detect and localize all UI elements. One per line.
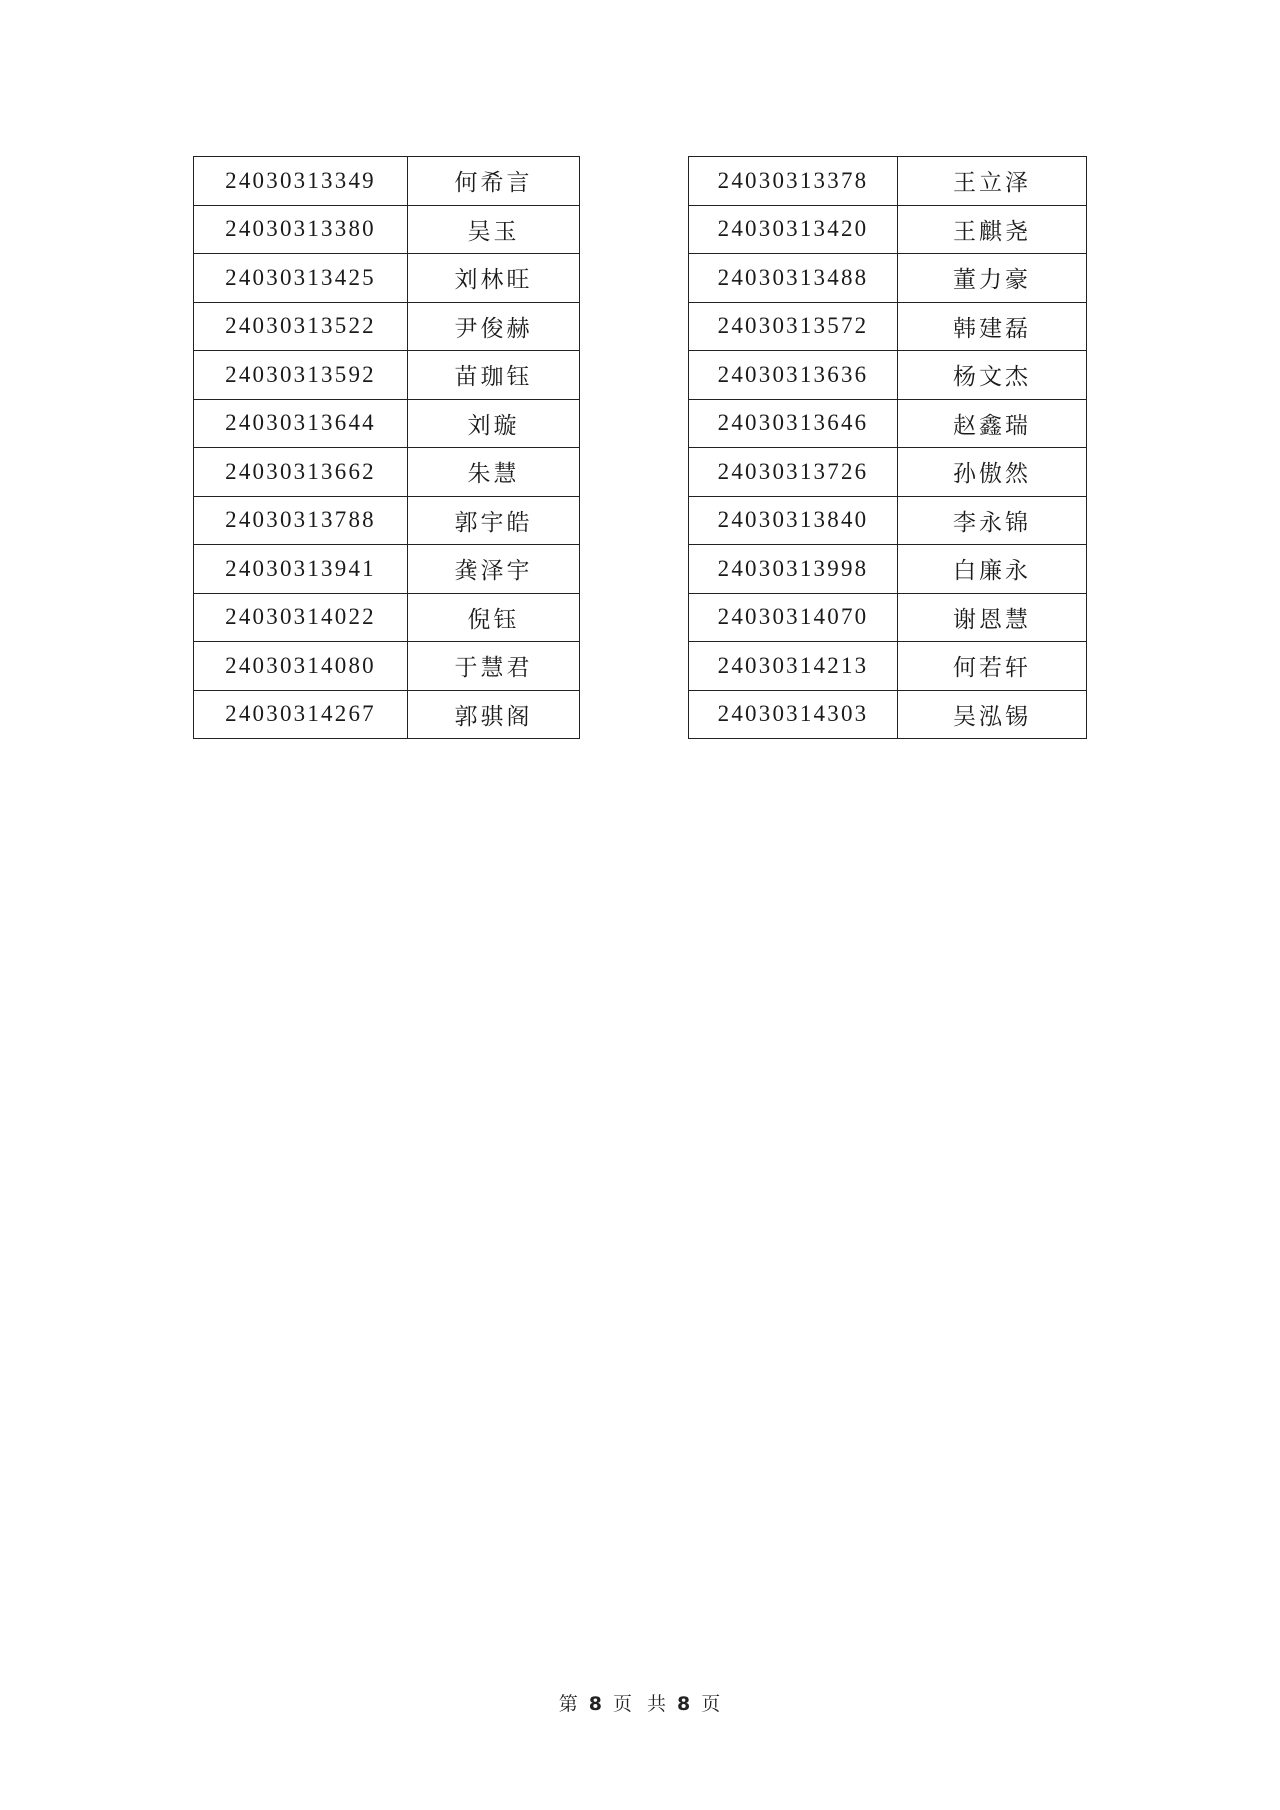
student-name-cell: 孙傲然 xyxy=(898,448,1087,497)
student-id-cell: 24030313788 xyxy=(194,496,408,545)
student-name-cell: 白廉永 xyxy=(898,545,1087,594)
table-row xyxy=(689,545,1087,594)
footer-suffix: 页 xyxy=(701,1693,722,1715)
student-name-cell: 尹俊赫 xyxy=(408,302,580,351)
student-name-cell: 郭骐阁 xyxy=(408,690,580,739)
footer-page-word: 页 xyxy=(612,1693,633,1715)
table-row xyxy=(194,593,580,642)
student-name-cell: 杨文杰 xyxy=(898,351,1087,400)
student-id-cell: 24030313488 xyxy=(689,254,898,303)
student-id-cell: 24030313662 xyxy=(194,448,408,497)
page-number-footer xyxy=(0,1689,1280,1716)
roster-table-left xyxy=(193,156,580,739)
table-row xyxy=(689,302,1087,351)
table-row xyxy=(194,642,580,691)
table-row xyxy=(194,205,580,254)
student-name-cell: 王麒尧 xyxy=(898,205,1087,254)
table-row xyxy=(689,254,1087,303)
table-row xyxy=(689,351,1087,400)
total-pages-number: 8 xyxy=(677,1693,692,1715)
roster-table-right xyxy=(688,156,1087,739)
student-id-cell: 24030313840 xyxy=(689,496,898,545)
current-page-number: 8 xyxy=(588,1693,603,1715)
student-name-cell: 王立泽 xyxy=(898,157,1087,206)
student-name-cell: 谢恩慧 xyxy=(898,593,1087,642)
student-name-cell: 吴玉 xyxy=(408,205,580,254)
table-row xyxy=(194,351,580,400)
student-name-cell: 龚泽宇 xyxy=(408,545,580,594)
student-id-cell: 24030314070 xyxy=(689,593,898,642)
student-id-cell: 24030313998 xyxy=(689,545,898,594)
student-id-cell: 24030314303 xyxy=(689,690,898,739)
student-name-cell: 苗珈钰 xyxy=(408,351,580,400)
student-id-cell: 24030313572 xyxy=(689,302,898,351)
student-name-cell: 李永锦 xyxy=(898,496,1087,545)
student-name-cell: 郭宇皓 xyxy=(408,496,580,545)
student-id-cell: 24030314213 xyxy=(689,642,898,691)
table-row xyxy=(689,690,1087,739)
table-row xyxy=(689,399,1087,448)
student-id-cell: 24030313636 xyxy=(689,351,898,400)
student-id-cell: 24030313378 xyxy=(689,157,898,206)
table-row xyxy=(689,642,1087,691)
table-row xyxy=(194,690,580,739)
student-name-cell: 何希言 xyxy=(408,157,580,206)
table-row xyxy=(689,448,1087,497)
student-id-cell: 24030313646 xyxy=(689,399,898,448)
table-row xyxy=(194,254,580,303)
student-name-cell: 董力豪 xyxy=(898,254,1087,303)
table-row xyxy=(194,448,580,497)
student-id-cell: 24030313644 xyxy=(194,399,408,448)
student-id-cell: 24030314080 xyxy=(194,642,408,691)
student-id-cell: 24030313726 xyxy=(689,448,898,497)
table-row xyxy=(194,157,580,206)
student-id-cell: 24030313592 xyxy=(194,351,408,400)
table-row xyxy=(689,593,1087,642)
student-name-cell: 刘璇 xyxy=(408,399,580,448)
student-name-cell: 刘林旺 xyxy=(408,254,580,303)
table-row xyxy=(194,545,580,594)
table-row xyxy=(689,496,1087,545)
table-row xyxy=(689,205,1087,254)
student-name-cell: 朱慧 xyxy=(408,448,580,497)
student-id-cell: 24030314022 xyxy=(194,593,408,642)
student-id-cell: 24030313425 xyxy=(194,254,408,303)
student-id-cell: 24030314267 xyxy=(194,690,408,739)
student-id-cell: 24030313380 xyxy=(194,205,408,254)
student-id-cell: 24030313522 xyxy=(194,302,408,351)
student-id-cell: 24030313420 xyxy=(689,205,898,254)
student-name-cell: 何若轩 xyxy=(898,642,1087,691)
student-id-cell: 24030313941 xyxy=(194,545,408,594)
student-name-cell: 于慧君 xyxy=(408,642,580,691)
table-row xyxy=(194,496,580,545)
student-name-cell: 韩建磊 xyxy=(898,302,1087,351)
table-row xyxy=(689,157,1087,206)
table-row xyxy=(194,302,580,351)
student-name-cell: 吴泓锡 xyxy=(898,690,1087,739)
student-name-cell: 赵鑫瑞 xyxy=(898,399,1087,448)
student-id-cell: 24030313349 xyxy=(194,157,408,206)
student-name-cell: 倪钰 xyxy=(408,593,580,642)
table-row xyxy=(194,399,580,448)
footer-prefix: 第 xyxy=(558,1693,579,1715)
footer-total-word: 共 xyxy=(647,1693,668,1715)
